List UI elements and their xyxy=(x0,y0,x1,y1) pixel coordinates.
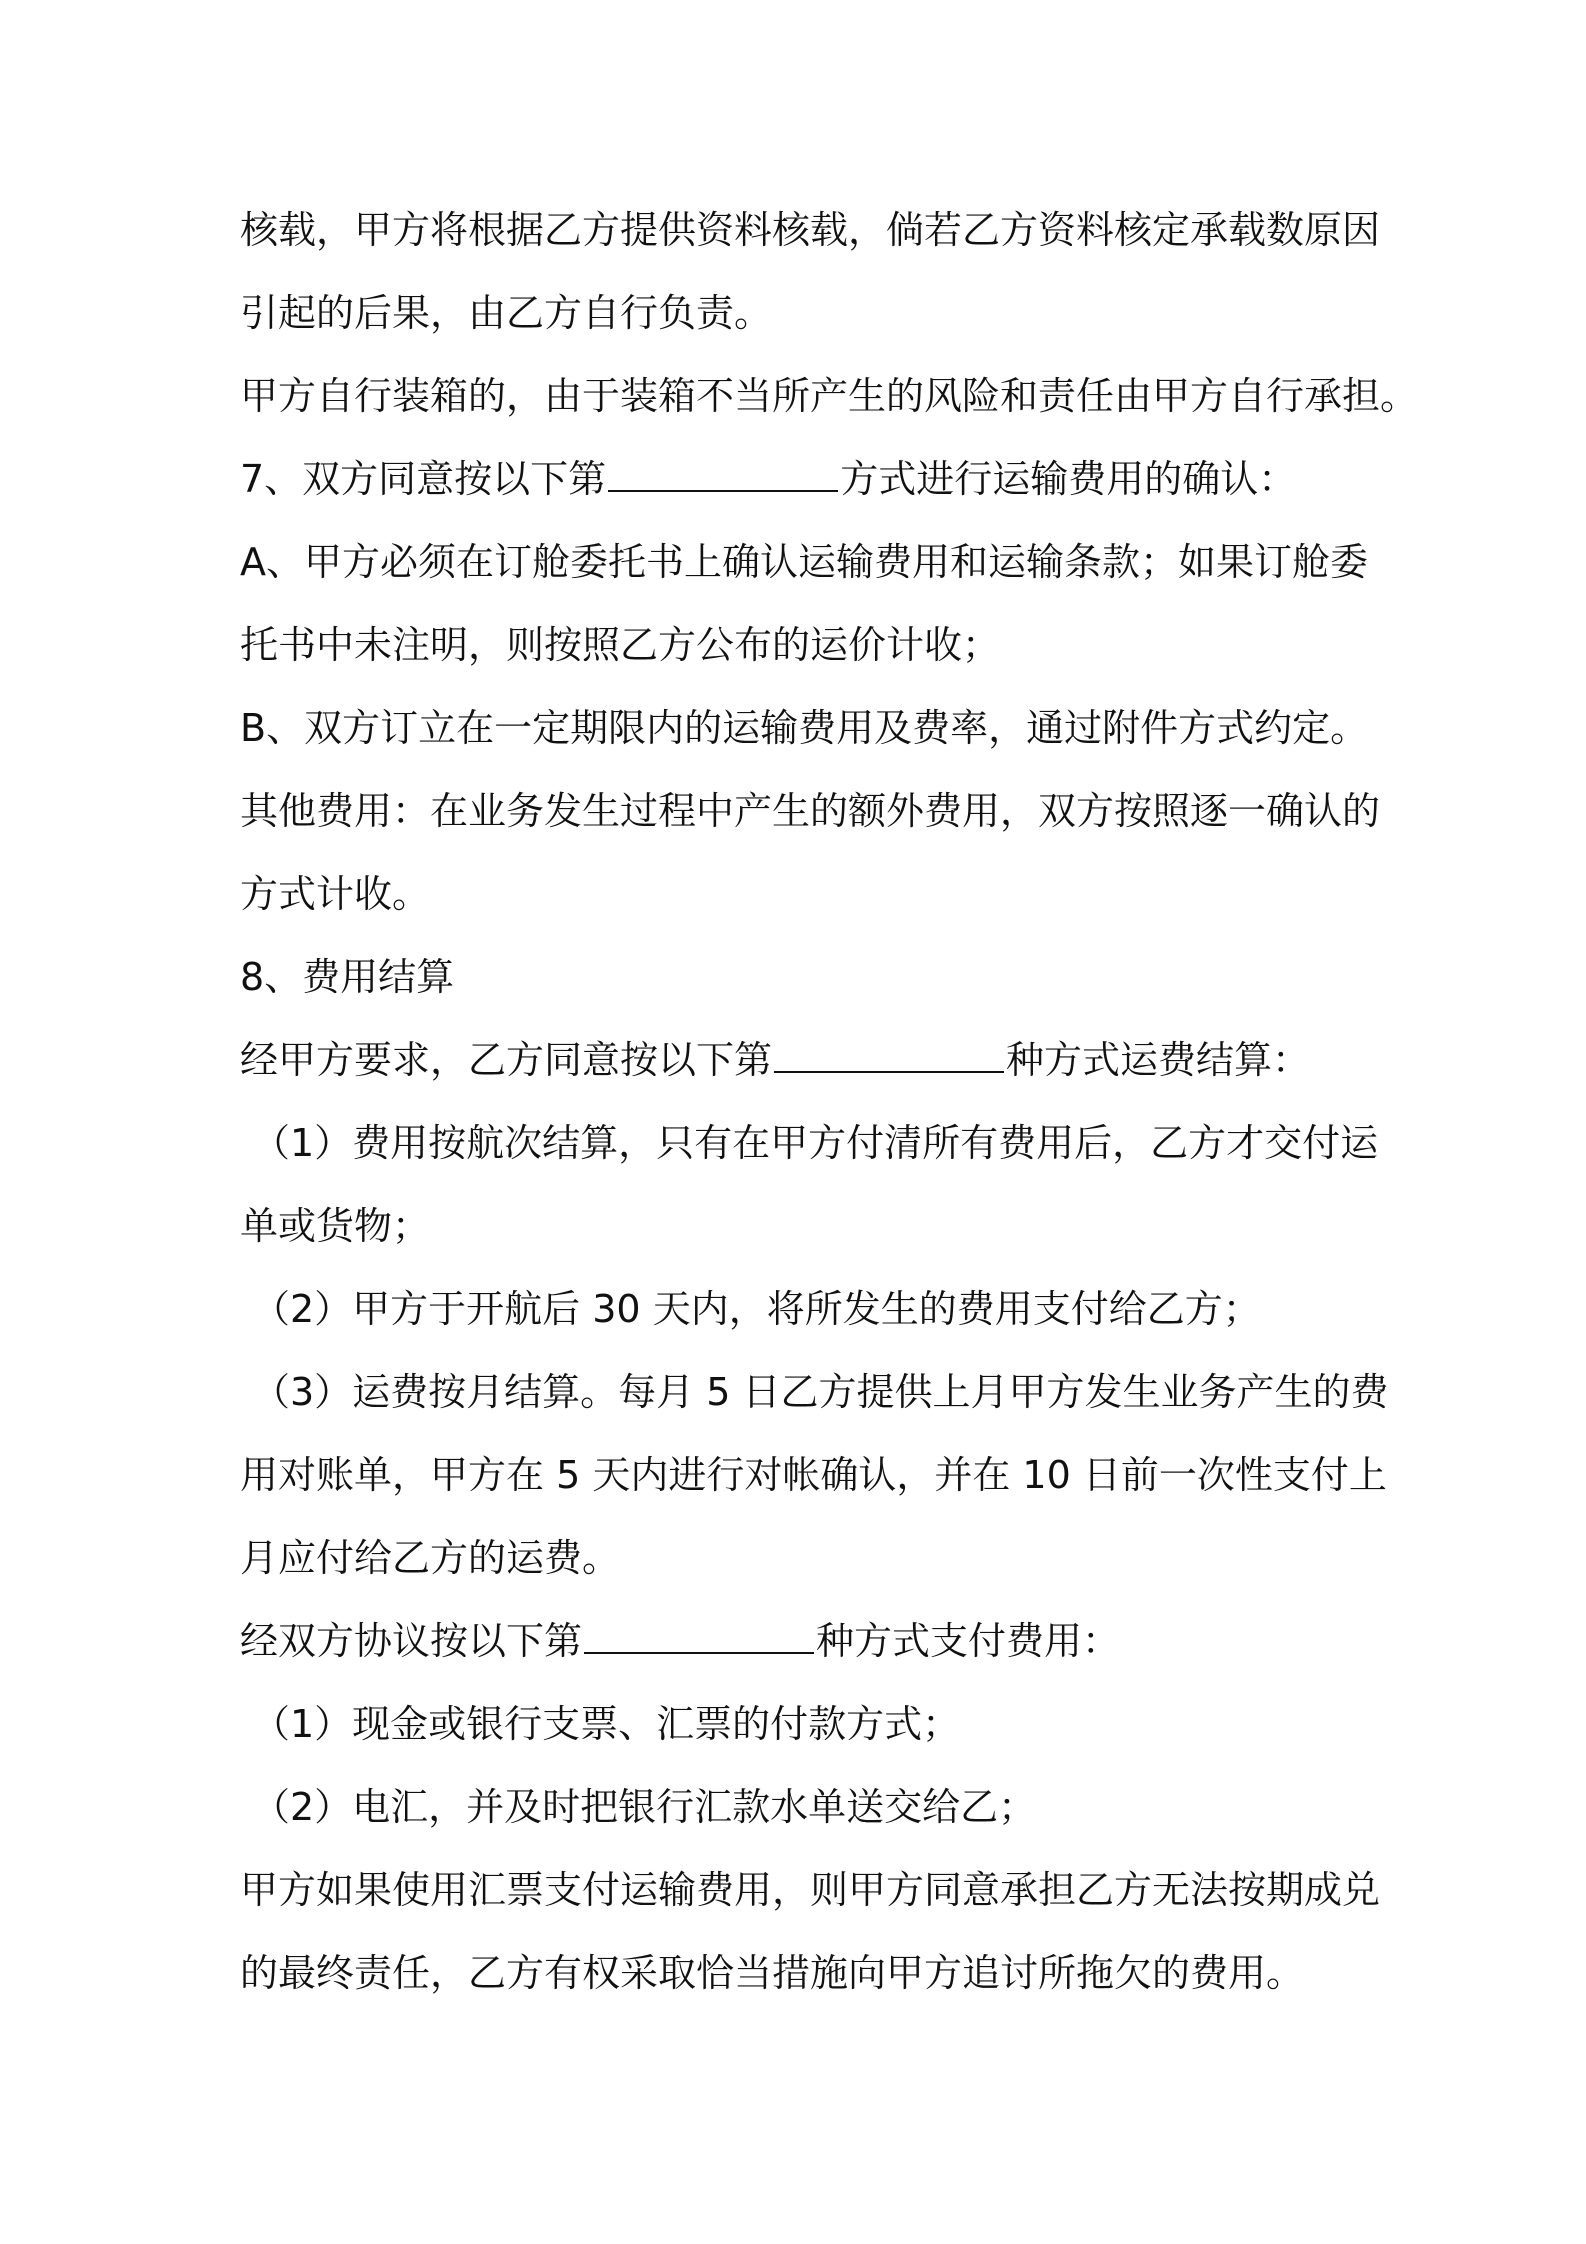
paragraph-line: 单或货物； xyxy=(240,1204,431,1248)
payment-prefix: 经双方协议按以下第 xyxy=(240,1619,583,1663)
payment-suffix: 种方式支付费用： xyxy=(816,1619,1121,1663)
fill-in-blank[interactable] xyxy=(774,1033,1004,1073)
clause-7-suffix: 方式进行运输费用的确认： xyxy=(840,457,1297,501)
list-item: （1）现金或银行支票、汇票的付款方式； xyxy=(252,1702,961,1746)
paragraph-line: 核载，甲方将根据乙方提供资料核载，倘若乙方资料核定承载数原因 xyxy=(240,208,1381,252)
clause-7-line xyxy=(240,449,1380,509)
fill-in-blank[interactable] xyxy=(584,1614,814,1654)
paragraph-line: 托书中未注明，则按照乙方公布的运价计收； xyxy=(240,623,1001,667)
paragraph-line: 方式计收。 xyxy=(240,872,431,916)
list-item: （2）电汇，并及时把银行汇款水单送交给乙； xyxy=(252,1785,1037,1829)
settlement-choice-line xyxy=(240,1030,1380,1090)
paragraph-line: 的最终责任，乙方有权采取恰当措施向甲方追讨所拖欠的费用。 xyxy=(240,1951,1305,1995)
list-item: （2）甲方于开航后 30 天内，将所发生的费用支付给乙方； xyxy=(252,1287,1261,1331)
settlement-prefix: 经甲方要求，乙方同意按以下第 xyxy=(240,1038,773,1082)
clause-7-prefix: 7、双方同意按以下第 xyxy=(240,457,607,501)
fill-in-blank[interactable] xyxy=(608,452,838,492)
payment-choice-line xyxy=(240,1611,1380,1671)
paragraph-line: 甲方自行装箱的，由于装箱不当所产生的风险和责任由甲方自行承担。 xyxy=(240,374,1419,418)
list-item: （3）运费按月结算。每月 5 日乙方提供上月甲方发生业务产生的费 xyxy=(252,1370,1389,1414)
paragraph-line: B、双方订立在一定期限内的运输费用及费率，通过附件方式约定。 xyxy=(240,706,1369,750)
paragraph-line: 引起的后果，由乙方自行负责。 xyxy=(240,291,773,335)
paragraph-line: 其他费用：在业务发生过程中产生的额外费用，双方按照逐一确认的 xyxy=(240,789,1381,833)
paragraph-line: A、甲方必须在订舱委托书上确认运输费用和运输条款；如果订舱委 xyxy=(240,540,1368,584)
paragraph-line: 月应付给乙方的运费。 xyxy=(240,1536,621,1580)
list-item: （1）费用按航次结算，只有在甲方付清所有费用后，乙方才交付运 xyxy=(252,1121,1379,1165)
settlement-suffix: 种方式运费结算： xyxy=(1006,1038,1311,1082)
paragraph-line: 用对账单，甲方在 5 天内进行对帐确认，并在 10 日前一次性支付上 xyxy=(240,1453,1387,1497)
section-heading: 8、费用结算 xyxy=(240,955,455,999)
paragraph-line: 甲方如果使用汇票支付运输费用，则甲方同意承担乙方无法按期成兑 xyxy=(240,1868,1381,1912)
